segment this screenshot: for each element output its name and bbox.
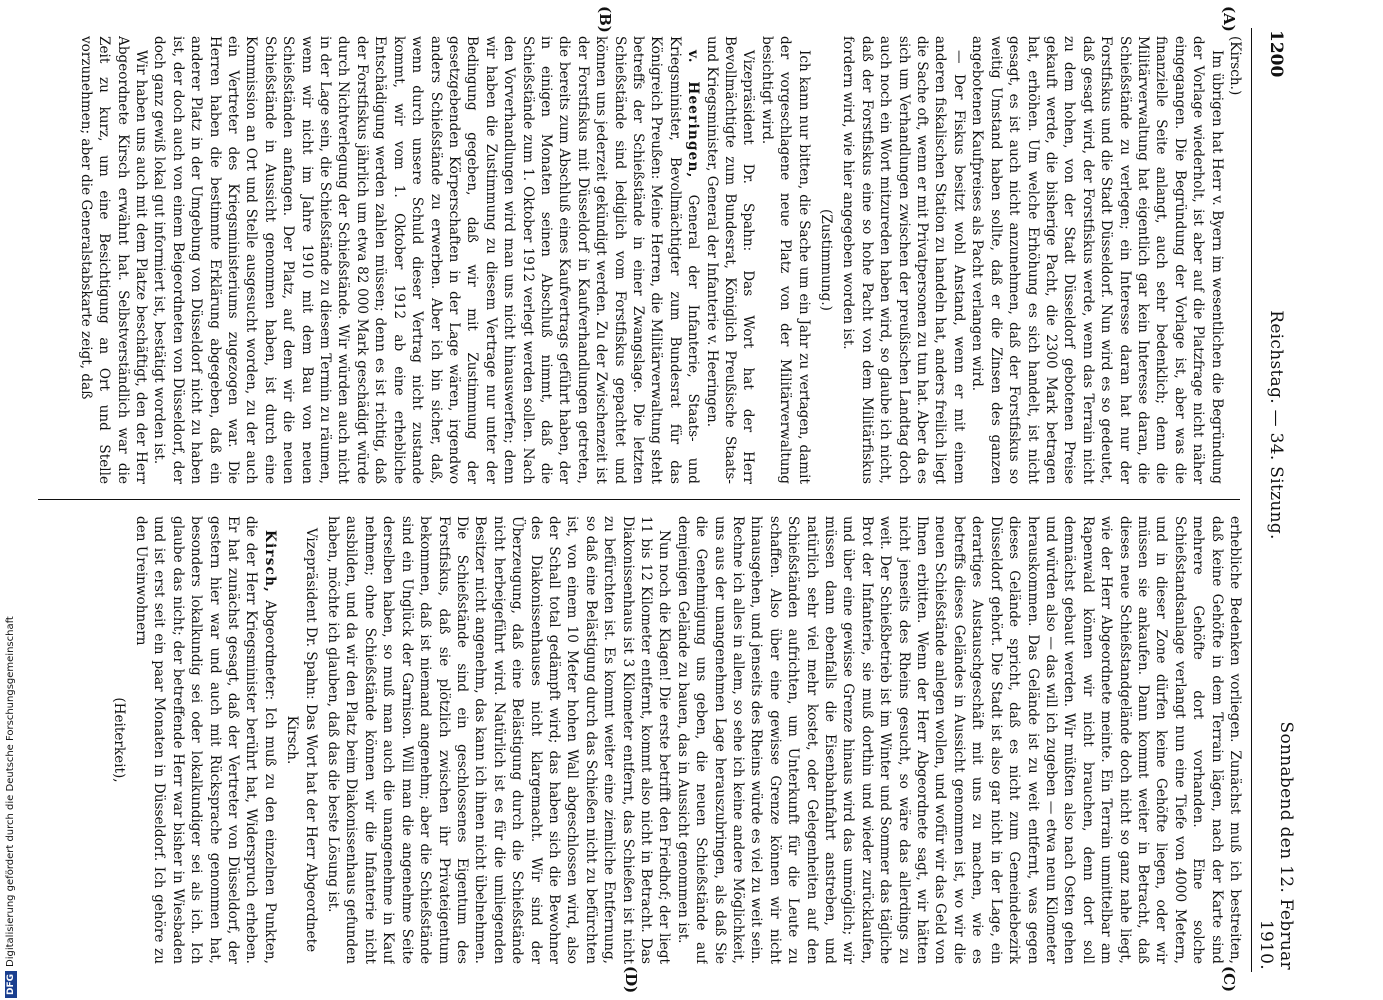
right-column: [40, 516, 1244, 964]
page-title: Reichstag. — 34. Sitzung.: [1266, 310, 1286, 540]
paragraph: Nun noch die Klagen! Die erste betrifft den Friedhof; der liegt 11 bis 12 Kilometer entfernt, kommt also nicht in Betracht. Das Diakonissenhaus ist 3 Kilometer entfernt, das Schießen ist nicht zu befürchten ist. Es kommt weiter eine ziemliche Entfernung, so daß eine Belästigung durch das Schießen nicht zu befürchten ist, von einem 10 Meter hohen Wall abgeschlossen wird, also der Schall total gedämpft wird; das haben sich die Bewohner des Diakonissenhauses nicht klargemacht. Wir sind der Überzeugung, daß eine Belästigung durch die Schießstände nicht herbeigeführt wird. Natürlich ist es für die umliegenden Besitzer nicht angenehm, das kann ich ihnen nicht übelnehmen. Die Schießstände sind ein geschlossenes Eigentum des Forstfiskus, daß sie plötzlich zwischen ihr Privateigentum bekommen, daß ist niemand angenehm; aber die Schießstände sind ein Unglück der Garnison. Will man die angenehme Seite derselben haben, so muß man auch die unangenehme in Kauf nehmen; ohne Schießstände können wir die Infanterie nicht ausbilden, und da wir den Platz beim Diakonissenhaus gefunden haben, möchte ich glauben, daß das die beste Lösung ist.: [325, 516, 673, 964]
session-date: Sonnabend den 12. Februar 1910.: [1256, 721, 1296, 970]
interjection: (Zustimmung.): [818, 209, 835, 311]
speech-text: Abgeordneter: Ich muß zu den einzelnen Punkten, die der Herr Kriegsminister berührt hat, Widerspruch erheben. Er hat zunächst gesagt, daß der Vertreter von Düsseldorf, der gestern hier war und auch mit Rücksprache genommen hat, besonders lokalkundig sei oder lokalkundiger sei als ich. Ich glaube das nicht; der betreffende Herr war bisher in Wiesbaden und ist erst seit ein paar Monaten in Düsseldorf. Ich gehöre zu den Ureinwohnern: [133, 516, 278, 964]
speaker-continuation: (Kirsch.): [1227, 36, 1243, 96]
paragraph: Wir haben uns auch mit dem Platze beschäftigt, den der Herr Abgeordnete Kirsch erwähnt hat. Selbstverständlich war die Zeit zu kurz, um eine Besichtigung an Ort und Stelle vorzunehmen; aber die Generalstabskarte zeigt, daß: [77, 36, 150, 484]
margin-mark-b: (B): [596, 6, 614, 33]
paragraph: [132, 516, 279, 964]
page-number: 1200: [1266, 30, 1286, 78]
interjection: (Heiterkeit),: [110, 697, 127, 783]
paragraph: — Der Fiskus besitzt wohl Anstand, wenn er mit einem anderen fiskalischen Station zu handeln hat, anders freilich liegt die Sache oft, wenn er mit Privatpersonen zu tun hat. Aber da es sich um Verhandlungen zwischen der preußischen Landtag doch auch noch ein Wort mitzureden haben wird, so glaube ich nicht, daß der Forstfiskus eine so hohe Pacht von dem Militärfiskus fordern wird, wie hier angegeben worden ist.: [840, 36, 967, 484]
column-divider: [38, 499, 1240, 500]
page-header: [1256, 30, 1296, 970]
margin-mark-a: (A): [1220, 6, 1238, 32]
margin-mark-d: (D): [622, 966, 640, 994]
paragraph: erhebliche Bedenken vorliegen. Zunächst muß ich bestreiten, daß keine Gehöfte in dem Terrain lägen, nach der Karte sind mehrere Gehöfte dort vorhanden. Eine solche Schießstandsanlage verlangt nun eine Tiefe von 4000 Metern, und in dieser Zone dürfen keine Gehöfte liegen, oder wir müssen sie ankaufen. Dann kommt weiter in Betracht, daß dieses neue Schießstandgelände doch nicht so ganz nahe liegt, wie der Herr Abgeordnete meinte. Ein Terrain unmittelbar am Rapenwald können wir nicht brauchen, denn dort soll demnächst gebaut werden. Wir müßten also nach Osten gehen und würden also — das will ich zugeben — etwa neun Kilometer herauskommen. Das Gelände ist zu weit entfernt, was gegen dieses Gelände spricht, daß es nicht zum Gemeindebezirk Düsseldorf gehört. Die Stadt ist also gar nicht in der Lage, ein derartiges Austauschgeschäft mit uns zu machen, wie es betreffs dieses Geländes in Aussicht genommen ist, wo wir die neuen Schießstände anlegen wollen, und wofür wir das Geld von Ihnen erbitten. Wenn der Herr Abgeordnete sagt, wir hätten nicht jenseits des Rheins gesucht, so wäre das allerdings zu weit. Der Schießbetrieb ist im Winter und Sommer das tägliche Brot der Infanterie, sie muß dorthin und wieder zurücklaufen, und über eine gewisse Grenze hinaus wird das unmöglich; wir müssen dann ebenfalls die Eisenbahnfahrt anstreben, und natürlich sehr viel mehr kostet, oder Gelegenheiten auf den Schießständen aufrichten, um Unterkunft für die Leute zu schaffen. Also über eine gewisse Grenze können wir nicht hinausgehen, und jenseits des Rheins würde es viel zu weit sein. Rechne ich alles in allem, so sehe ich keine andere Möglichkeit, uns aus der unangenehmen Lage herauszubringen, als daß Sie die Genehmigung uns geben, die neuen Schießstände auf demjenigen Gelände zu bauen, das in Aussicht genommen ist.: [674, 516, 1243, 964]
speaker-name: Kirsch,: [261, 530, 278, 594]
digitization-credit: [5, 608, 17, 1000]
speaker-name: v. Heeringen,: [685, 50, 702, 179]
paragraph: Ich kann nur bitten, die Sache um ein Jahr zu vertagen, damit der vorgeschlagene neue Platz von der Militärverwaltung besichtigt wird.: [758, 36, 812, 484]
speech-text: General der Infanterie, Staats- und Kriegsminister, Bevollmächtigter zum Bundesrat für das Königreich Preußen: Meine Herren, die Militärverwaltung steht betreffs der Schießstände in einer Zwangslage. Die letzten Schießstände sind lediglich vom Forstfiskus gepachtet und können uns jederzeit gekündigt werden. Zu der Zwischenzeit ist der Forstfiskus mit Düsseldorf in Kaufverhandlungen getreten, die bereits zum Abschluß eines Kaufvertrags geführt haben, der in einigen Monaten seinen Abschluß nimmt, daß die Schießstände zum 1. Oktober 1912 verlegt werden sollen. Nach den Vorverhandlungen wird man uns nicht hinauswerfen; denn wir haben die Zustimmung zu diesem Vertrage nur unter der Bedingung gegeben, daß wir mit Zustimmung der gesetzgebenden Körperschaften in der Lage wären, irgendwo anders Schießstände zu erwerben. Aber ich bin sicher, daß, wenn durch unsere Schuld dieser Vertrag nicht zustande kommt, wir vom 1. Oktober 1912 ab eine erhebliche Entschädigung werden zahlen müssen; denn es ist richtig, daß der Forstfiskus jährlich um etwa 82 000 Mark geschädigt würde durch Nichtverlegung der Schießstände. Wir würden auch nicht in der Lage sein, die Schießstände zu diesem Termin zu räumen, wenn wir nicht im Jahre 1910 mit dem Bau von neuen Schießständen anfangen. Der Platz, auf dem wir die neuen Schießstände in Aussicht genommen haben, ist durch eine Kommission an Ort und Stelle ausgesucht worden, zu der auch ein Vertreter des Kriegsministeriums zugezogen war. Die Herren haben die bestimmte Erklärung abgegeben, daß ein anderer Platz in der Umgebung von Düsseldorf nicht zu haben ist, der doch auch von einem Beigeordneten von Düsseldorf, der doch ganz gewiß lokal gut informiert ist, bestätigt worden ist.: [151, 36, 702, 484]
paragraph: Im übrigen hat Herr v. Byern im wesentlichen die Begründung der Vorlage wiederholt, ist aber auf die Platzfrage nicht näher eingegangen. Die Begründung der Vorlage ist, aber was die finanzielle Seite anlangt, auch sehr bedenklich; denn die Militärverwaltung hat eigentlich gar kein Interesse daran, die Schießstände zu verlegen; ein Interesse daran hat nur der Forstfiskus und die Stadt Düsseldorf. Nun wird es so gedeutet, daß gesagt wird, der Forstfiskus werde, wenn das Terrain nicht zu dem hohen, von der Stadt Düsseldorf gebotenen Preise gekauft werde, die bisherige Pacht, die 2300 Mark betragen hat, erhöhen. Um welche Erhöhung es sich handelt, ist nicht gesagt, es ist auch nicht anzunehmen, daß der Forstfiskus so weitig Umstand haben sollte, daß er die Zinsen des ganzen angebotenen Kaufpreises als Pacht verlangen wird.: [969, 36, 1225, 484]
paragraph: Vizepräsident Dr. Spahn: Das Wort hat der Herr Abgeordnete Kirsch.: [284, 527, 319, 953]
paragraph: [150, 36, 702, 484]
header-rule: [1251, 28, 1252, 972]
margin-mark-c: (C): [1220, 966, 1238, 993]
credit-text: Digitalisierung gefördert durch die Deutsche Forschungsgemeinschaft: [5, 616, 16, 967]
dfg-logo: DFG: [5, 971, 17, 998]
credit-line: [5, 608, 17, 998]
left-column: [40, 36, 1244, 484]
paragraph: Vizepräsident Dr. Spahn: Das Wort hat der Herr Bevollmächtigte zum Bundesrat, Königlich Preußische Staats- und Kriegsminister, General der Infanterie v. Heeringen.: [703, 36, 757, 484]
